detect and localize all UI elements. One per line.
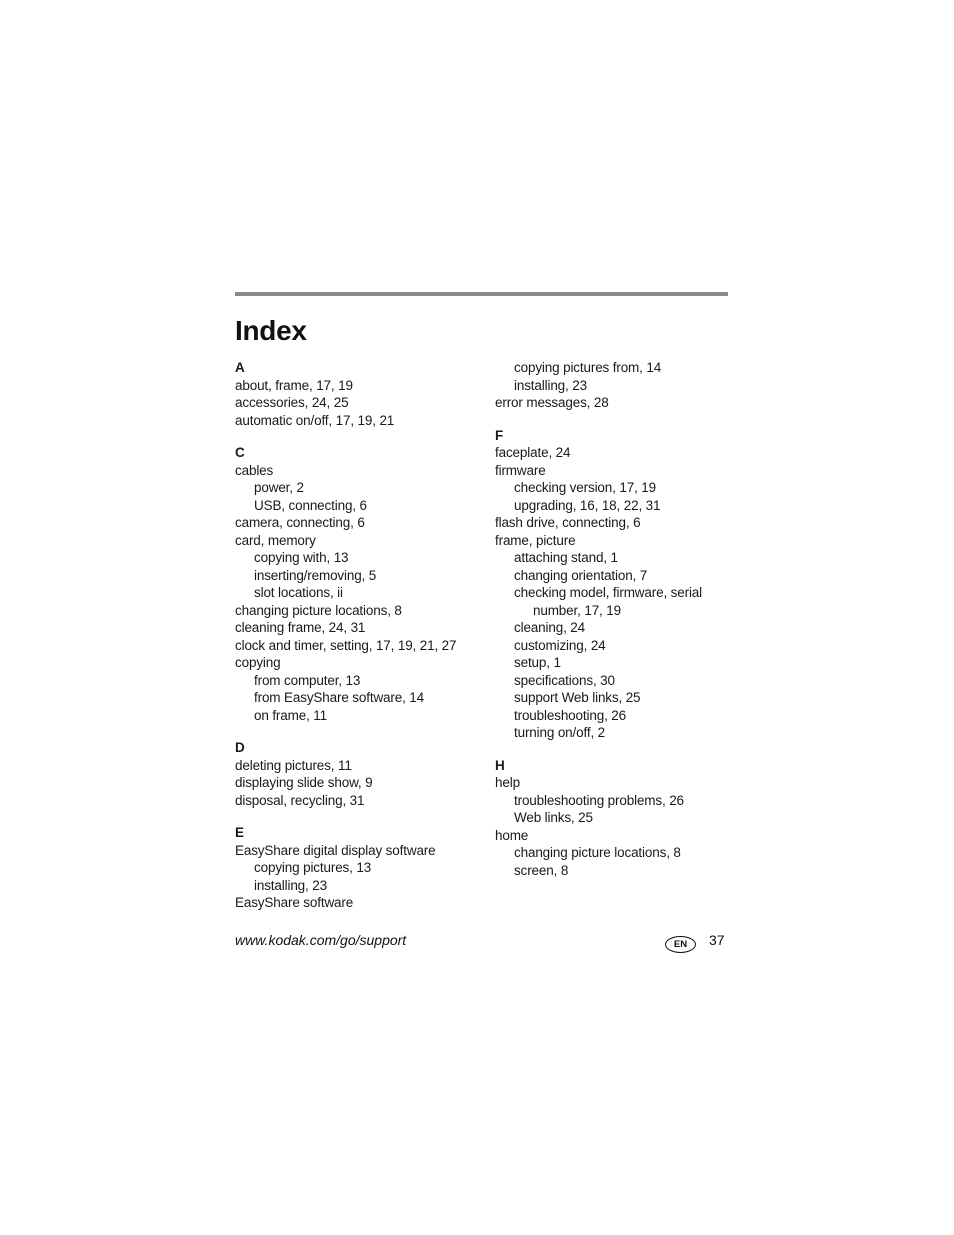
index-entry: cleaning, 24 — [514, 620, 586, 635]
index-entry: on frame, 11 — [254, 707, 327, 723]
index-entry: changing orientation, 7 — [514, 567, 648, 583]
index-entry: error messages, 28 — [495, 395, 609, 410]
index-entry: help — [495, 775, 520, 790]
index-entry: displaying slide show, 9 — [235, 775, 373, 790]
index-entry: turning on/off, 2 — [514, 725, 606, 740]
index-section — [235, 444, 495, 724]
page-title: Index — [235, 315, 307, 346]
index-entry: upgrading, 16, 18, 22, 31 — [514, 497, 661, 513]
index-entry: from computer, 13 — [254, 672, 361, 688]
index-section — [235, 359, 495, 429]
index-section — [495, 359, 755, 412]
index-entry: customizing, 24 — [514, 637, 606, 653]
index-entry: number, 17, 19 — [533, 602, 621, 618]
index-entry: inserting/removing, 5 — [254, 567, 377, 583]
index-column-right — [495, 359, 755, 894]
index-entry: installing, 23 — [514, 377, 587, 393]
index-entry: frame, picture — [495, 532, 576, 548]
header-rule — [235, 292, 728, 296]
index-entry: camera, connecting, 6 — [235, 515, 365, 530]
index-entry: card, memory — [235, 532, 316, 548]
index-entry: from EasyShare software, 14 — [254, 690, 425, 705]
index-entry: USB, connecting, 6 — [254, 497, 367, 513]
index-entry: faceplate, 24 — [495, 445, 571, 460]
index-section — [495, 427, 755, 742]
index-entry: slot locations, ii — [254, 585, 343, 600]
index-entry: troubleshooting problems, 26 — [514, 792, 684, 808]
index-entry: cables — [235, 462, 274, 478]
section-letter: F — [495, 427, 504, 443]
index-entry: copying — [235, 655, 281, 670]
index-entry: accessories, 24, 25 — [235, 395, 349, 410]
index-entry: checking version, 17, 19 — [514, 480, 656, 495]
index-entry: installing, 23 — [254, 877, 327, 893]
index-entry: copying with, 13 — [254, 550, 349, 565]
index-entry: setup, 1 — [514, 655, 561, 670]
index-entry: support Web links, 25 — [514, 690, 641, 705]
index-entry: deleting pictures, 11 — [235, 757, 352, 773]
index-section — [495, 757, 755, 880]
index-entry: troubleshooting, 26 — [514, 707, 626, 723]
page-number: 37 — [709, 932, 725, 948]
index-entry: disposal, recycling, 31 — [235, 792, 365, 808]
index-section — [235, 824, 495, 912]
section-letter: A — [235, 360, 245, 375]
index-entry: attaching stand, 1 — [514, 550, 618, 565]
footer-url-link[interactable]: www.kodak.com/go/support — [235, 932, 407, 948]
index-entry: screen, 8 — [514, 862, 569, 878]
index-entry: specifications, 30 — [514, 672, 615, 688]
section-letter: H — [495, 757, 505, 773]
index-entry: flash drive, connecting, 6 — [495, 515, 641, 530]
index-section — [235, 739, 495, 809]
index-entry: power, 2 — [254, 480, 304, 495]
index-entry: cleaning frame, 24, 31 — [235, 620, 366, 635]
index-entry: clock and timer, setting, 17, 19, 21, 27 — [235, 637, 457, 653]
index-entry: Web links, 25 — [514, 810, 593, 825]
index-entry: about, frame, 17, 19 — [235, 377, 353, 393]
index-entry: copying pictures, 13 — [254, 860, 372, 875]
section-letter: E — [235, 825, 245, 840]
language-badge: EN — [665, 936, 696, 953]
index-entry: EasyShare digital display software — [235, 842, 436, 858]
index-entry: checking model, firmware, serial — [514, 585, 703, 600]
section-letter: D — [235, 740, 245, 755]
index-column-left — [235, 359, 495, 927]
index-entry: home — [495, 827, 529, 843]
index-entry: copying pictures from, 14 — [514, 360, 662, 375]
index-entry: changing picture locations, 8 — [235, 602, 402, 618]
section-letter: C — [235, 445, 245, 460]
index-entry: automatic on/off, 17, 19, 21 — [235, 412, 395, 428]
index-entry: firmware — [495, 462, 546, 478]
index-entry: EasyShare software — [235, 895, 354, 910]
index-entry: changing picture locations, 8 — [514, 845, 681, 860]
